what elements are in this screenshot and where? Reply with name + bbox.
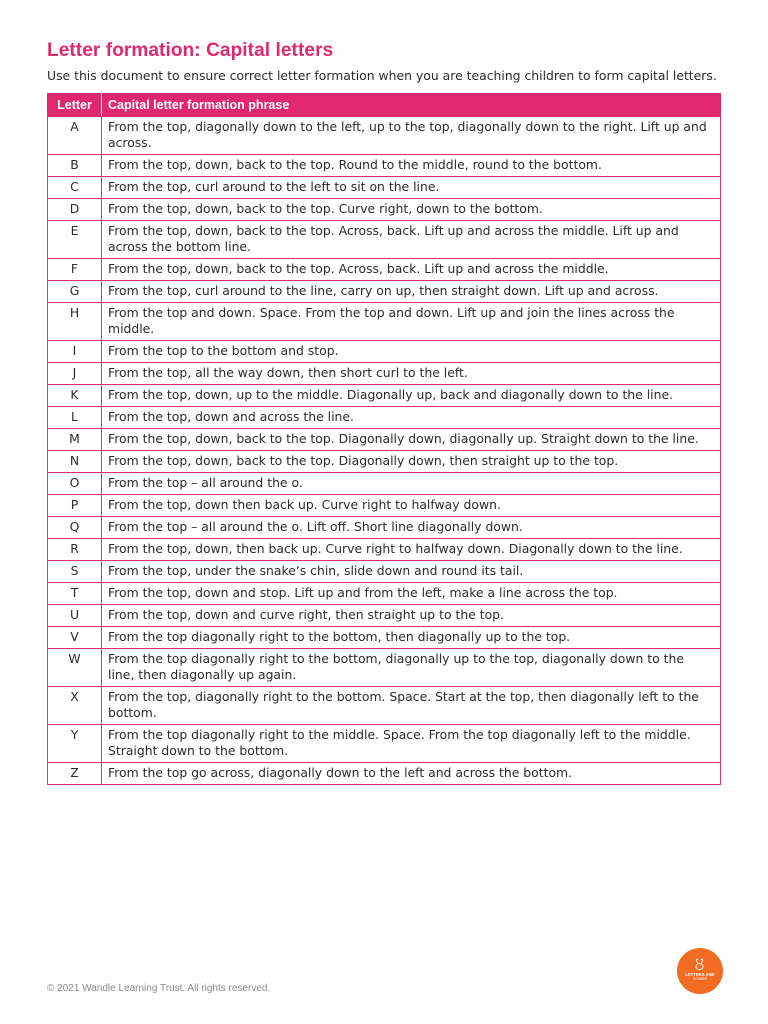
table-body — [48, 117, 721, 785]
cell-phrase: From the top, down, up to the middle. Diagonally up, back and diagonally down to the line. — [102, 385, 721, 407]
cell-letter: E — [48, 221, 102, 259]
cell-letter: Y — [48, 725, 102, 763]
cell-phrase: From the top – all around the o. Lift off. Short line diagonally down. — [102, 517, 721, 539]
table-row — [48, 341, 721, 363]
cell-letter: A — [48, 117, 102, 155]
cell-phrase: From the top, down and across the line. — [102, 407, 721, 429]
table-row — [48, 259, 721, 281]
cell-letter: X — [48, 687, 102, 725]
cell-letter: H — [48, 303, 102, 341]
table-row — [48, 385, 721, 407]
cell-letter: S — [48, 561, 102, 583]
table-row — [48, 583, 721, 605]
table-row — [48, 687, 721, 725]
cell-letter: O — [48, 473, 102, 495]
table-row — [48, 649, 721, 687]
cell-letter: L — [48, 407, 102, 429]
table-row — [48, 725, 721, 763]
cell-letter: N — [48, 451, 102, 473]
cell-phrase: From the top diagonally right to the bottom, then diagonally up to the top. — [102, 627, 721, 649]
table-row — [48, 605, 721, 627]
table-row — [48, 495, 721, 517]
table-row — [48, 303, 721, 341]
cell-phrase: From the top and down. Space. From the top and down. Lift up and join the lines across the middle. — [102, 303, 721, 341]
cell-phrase: From the top, down, then back up. Curve right to halfway down. Diagonally down to the line. — [102, 539, 721, 561]
letters-and-sounds-logo — [677, 948, 723, 994]
page-title: Letter formation: Capital letters — [47, 40, 334, 61]
table-row — [48, 473, 721, 495]
cell-phrase: From the top go across, diagonally down to the left and across the bottom. — [102, 763, 721, 785]
cell-letter: Z — [48, 763, 102, 785]
cell-letter: W — [48, 649, 102, 687]
cell-letter: K — [48, 385, 102, 407]
cell-phrase: From the top, curl around to the line, carry on up, then straight down. Lift up and across. — [102, 281, 721, 303]
cell-letter: D — [48, 199, 102, 221]
cell-phrase: From the top, down, back to the top. Diagonally down, then straight up to the top. — [102, 451, 721, 473]
table-row — [48, 199, 721, 221]
cell-phrase: From the top, down then back up. Curve right to halfway down. — [102, 495, 721, 517]
table-row — [48, 177, 721, 199]
intro-text: Use this document to ensure correct letter formation when you are teaching children to form capital letters. — [47, 68, 717, 83]
cell-phrase: From the top – all around the o. — [102, 473, 721, 495]
column-header-letter: Letter — [48, 94, 102, 117]
table-row — [48, 281, 721, 303]
cell-phrase: From the top to the bottom and stop. — [102, 341, 721, 363]
cell-letter: M — [48, 429, 102, 451]
cell-letter: I — [48, 341, 102, 363]
table-row — [48, 429, 721, 451]
cell-phrase: From the top, under the snake’s chin, slide down and round its tail. — [102, 561, 721, 583]
table-row — [48, 155, 721, 177]
cell-letter: R — [48, 539, 102, 561]
table-row — [48, 407, 721, 429]
cell-phrase: From the top, down, back to the top. Across, back. Lift up and across the middle. Lift up and across the bottom line. — [102, 221, 721, 259]
table-row — [48, 561, 721, 583]
table-row — [48, 763, 721, 785]
cell-letter: U — [48, 605, 102, 627]
cell-letter: C — [48, 177, 102, 199]
table-row — [48, 117, 721, 155]
cell-phrase: From the top, curl around to the left to sit on the line. — [102, 177, 721, 199]
cell-letter: V — [48, 627, 102, 649]
cell-letter: P — [48, 495, 102, 517]
table-row — [48, 627, 721, 649]
cell-phrase: From the top, down, back to the top. Curve right, down to the bottom. — [102, 199, 721, 221]
cell-letter: J — [48, 363, 102, 385]
letter-formation-table — [47, 93, 721, 785]
table-row — [48, 517, 721, 539]
column-header-phrase: Capital letter formation phrase — [102, 94, 721, 117]
cell-phrase: From the top, down, back to the top. Round to the middle, round to the bottom. — [102, 155, 721, 177]
cell-phrase: From the top, down, back to the top. Diagonally down, diagonally up. Straight down to the line. — [102, 429, 721, 451]
table-row — [48, 221, 721, 259]
cell-letter: F — [48, 259, 102, 281]
cell-phrase: From the top, diagonally right to the bottom. Space. Start at the top, then diagonally left to the bottom. — [102, 687, 721, 725]
cell-phrase: From the top, down and stop. Lift up and from the left, make a line across the top. — [102, 583, 721, 605]
cell-phrase: From the top diagonally right to the middle. Space. From the top diagonally left to the middle. Straight down to the bottom. — [102, 725, 721, 763]
table-row — [48, 363, 721, 385]
cell-phrase: From the top, diagonally down to the left, up to the top, diagonally down to the right. Lift up and across. — [102, 117, 721, 155]
table-row — [48, 539, 721, 561]
rabbit-icon — [693, 958, 707, 972]
cell-letter: T — [48, 583, 102, 605]
cell-phrase: From the top diagonally right to the bottom, diagonally up to the top, diagonally down to the line, then diagonally up again. — [102, 649, 721, 687]
table-row — [48, 451, 721, 473]
cell-letter: B — [48, 155, 102, 177]
cell-phrase: From the top, all the way down, then short curl to the left. — [102, 363, 721, 385]
table-header-row — [48, 94, 721, 117]
cell-phrase: From the top, down and curve right, then straight up to the top. — [102, 605, 721, 627]
cell-letter: G — [48, 281, 102, 303]
cell-phrase: From the top, down, back to the top. Across, back. Lift up and across the middle. — [102, 259, 721, 281]
logo-text-line-1: LETTERS AND — [685, 972, 715, 977]
copyright-footer: © 2021 Wandle Learning Trust. All rights reserved. — [47, 983, 271, 994]
logo-text-line-2: SOUNDS — [692, 977, 708, 981]
cell-letter: Q — [48, 517, 102, 539]
